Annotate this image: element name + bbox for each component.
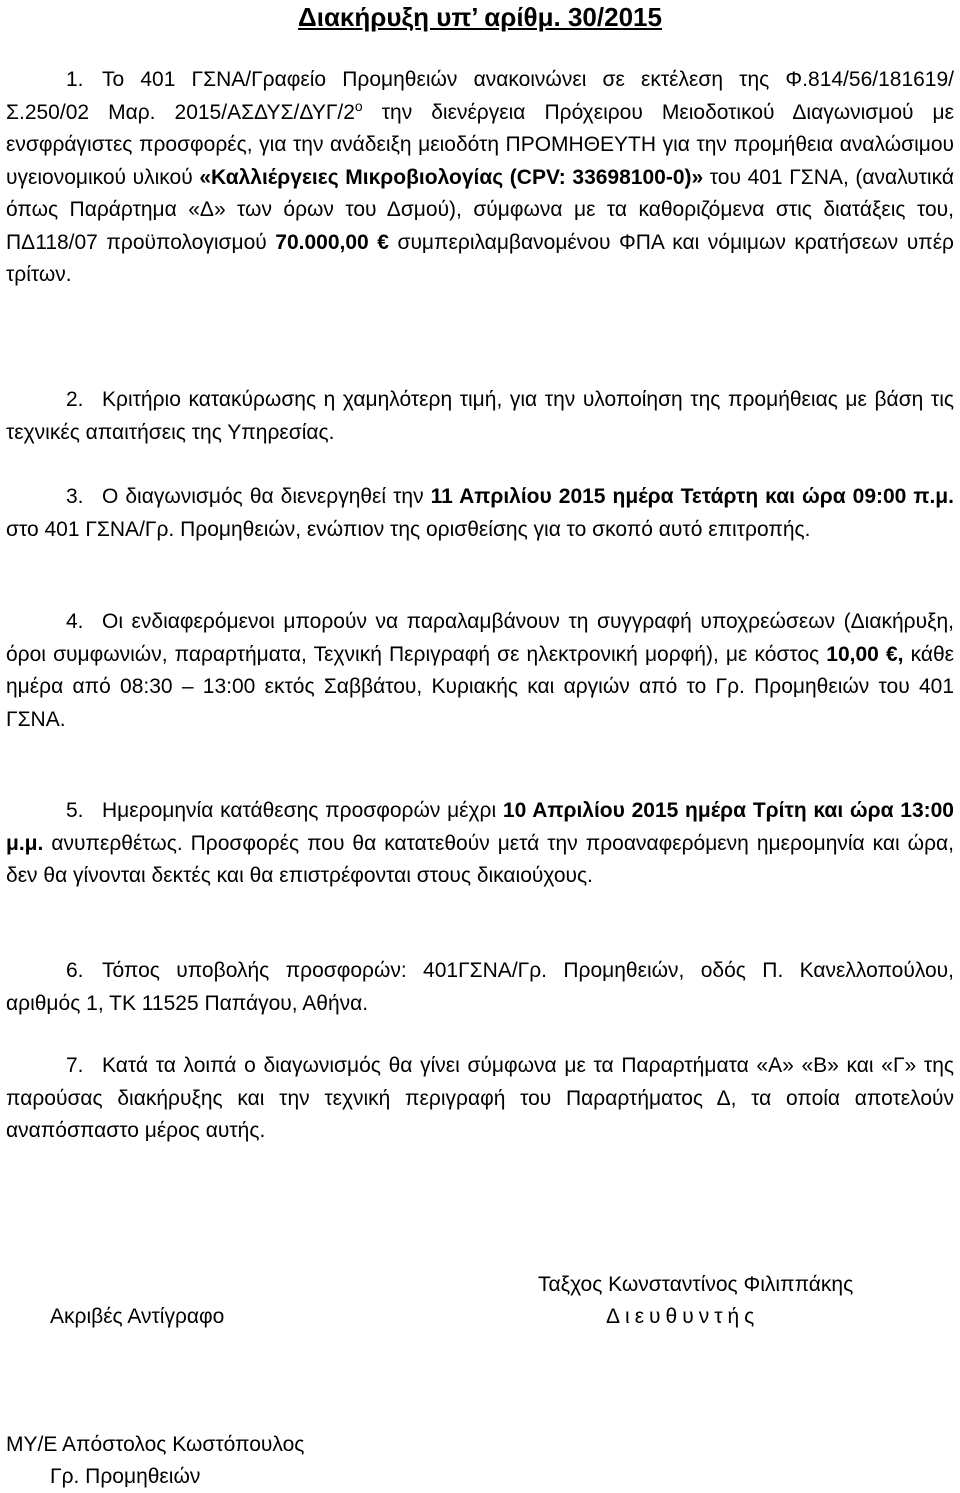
officer-name: ΜΥ/Ε Απόστολος Κωστόπουλος [6,1433,305,1456]
paragraph-text: Ο διαγωνισμός θα διενεργηθεί την [102,485,431,508]
paragraph-text: Τόπος υποβολής προσφορών: 401ΓΣΝΑ/Γρ. Προμηθειών, οδός Π. Κανελλοπούλου, αριθμός 1, ΤΚ 11525 Παπάγου, Αθήνα. [6,959,954,1015]
paragraph-1 [6,64,954,292]
budget-amount: 70.000,00 € [275,230,389,254]
paragraph-number: 4. [66,610,84,633]
paragraph-number: 2. [66,388,84,411]
paragraph-text: του 401 ΓΣΝΑ, (αναλυτικά όπως Παράρτημα «Δ» των όρων του Δσμού), σύμφωνα με τα καθοριζόμενα στις διατάξεις του, ΠΔ118/07 προϋπολογισμού [6,165,954,254]
submission-deadline: 10 Απριλίου 2015 ημέρα Τρίτη και ώρα 13:00 μ.μ. [6,799,954,855]
signer-name: Ταξχος Κωνσταντίνος Φιλιππάκης [538,1273,854,1296]
paragraph-text: συμπεριλαμβανομένου ΦΠΑ και νόμιμων κρατήσεων υπέρ τρίτων. [6,230,954,286]
paragraph-6 [6,955,954,1020]
paragraph-text: Ημερομηνία κατάθεσης προσφορών μέχρι [102,799,503,822]
paragraph-text: κάθε ημέρα από 08:30 – 13:00 εκτός Σαββάτου, Κυριακής και αργιών από το Γρ. Προμηθειών του 401 ΓΣΝΑ. [6,642,955,731]
paragraph-text: Οι ενδιαφερόμενοι μπορούν να παραλαμβάνουν τη συγγραφή υποχρεώσεων (Διακήρυξη, όροι συμφωνιών, παραρτήματα, Τεχνική Περιγραφή σε ηλεκτρονική μορφή), με κόστος [6,610,954,666]
paragraph-number: 5. [66,799,84,822]
paragraph-text: Το 401 ΓΣΝΑ/Γραφείο Προμηθειών ανακοινώνει σε εκτέλεση της Φ.814/56/181619/Σ.250/02 Μαρ. 2015/ΑΣΔΥΣ/ΔΥΓ/2 [6,68,954,124]
paragraph-text: την διενέργεια Πρόχειρου Μειοδοτικού Διαγωνισμού με ενσφράγιστες προσφορές, για την ανάδειξη μειοδότη ΠΡΟΜΗΘΕΥΤΗ για την προμήθεια αναλώσιμου υγειονομικού υλικού [6,100,954,189]
document-cost: 10,00 €, [826,642,904,666]
tender-date: 11 Απριλίου 2015 ημέρα Τετάρτη και ώρα 09:00 π.μ. [430,485,954,508]
paragraph-5 [6,795,954,893]
paragraph-text: Κατά τα λοιπά ο διαγωνισμός θα γίνει σύμφωνα με τα Παραρτήματα «Α» «Β» και «Γ» της παρούσας διακήρυξης και την τεχνική περιγραφή του Παραρτήματος Δ, τα οποία αποτελούν αναπόσπαστο μέρος αυτής. [6,1054,954,1142]
paragraph-7 [6,1050,954,1148]
signer-title: Διευθυντής [606,1305,760,1328]
paragraph-3 [6,481,954,546]
officer-department: Γρ. Προμηθειών [50,1465,201,1488]
paragraph-number: 7. [66,1054,84,1077]
paragraph-2 [6,384,954,449]
paragraph-text: Κριτήριο κατακύρωσης η χαμηλότερη τιμή, για την υλοποίηση της προμήθειας με βάση τις τεχνικές απαιτήσεις της Υπηρεσίας. [6,388,954,444]
paragraph-number: 1. [66,68,84,91]
paragraph-text: στο 401 ΓΣΝΑ/Γρ. Προμηθειών, ενώπιον της ορισθείσης για το σκοπό αυτό επιτροπής. [6,517,811,541]
paragraph-number: 3. [66,485,84,508]
paragraph-number: 6. [66,959,84,982]
superscript: ο [354,97,363,114]
product-name: «Καλλιέργειες Μικροβιολογίας (CPV: 33698100-0)» [199,165,704,189]
paragraph-text: ανυπερθέτως. Προσφορές που θα κατατεθούν μετά την προαναφερόμενη ημερομηνία και ώρα, δεν θα γίνονται δεκτές και θα επιστρέφονται στους δικαιούχους. [6,831,954,887]
document-title: Διακήρυξη υπ’ αρίθμ. 30/2015 [298,2,662,32]
paragraph-4 [6,606,954,736]
certified-copy-label: Ακριβές Αντίγραφο [50,1305,225,1328]
